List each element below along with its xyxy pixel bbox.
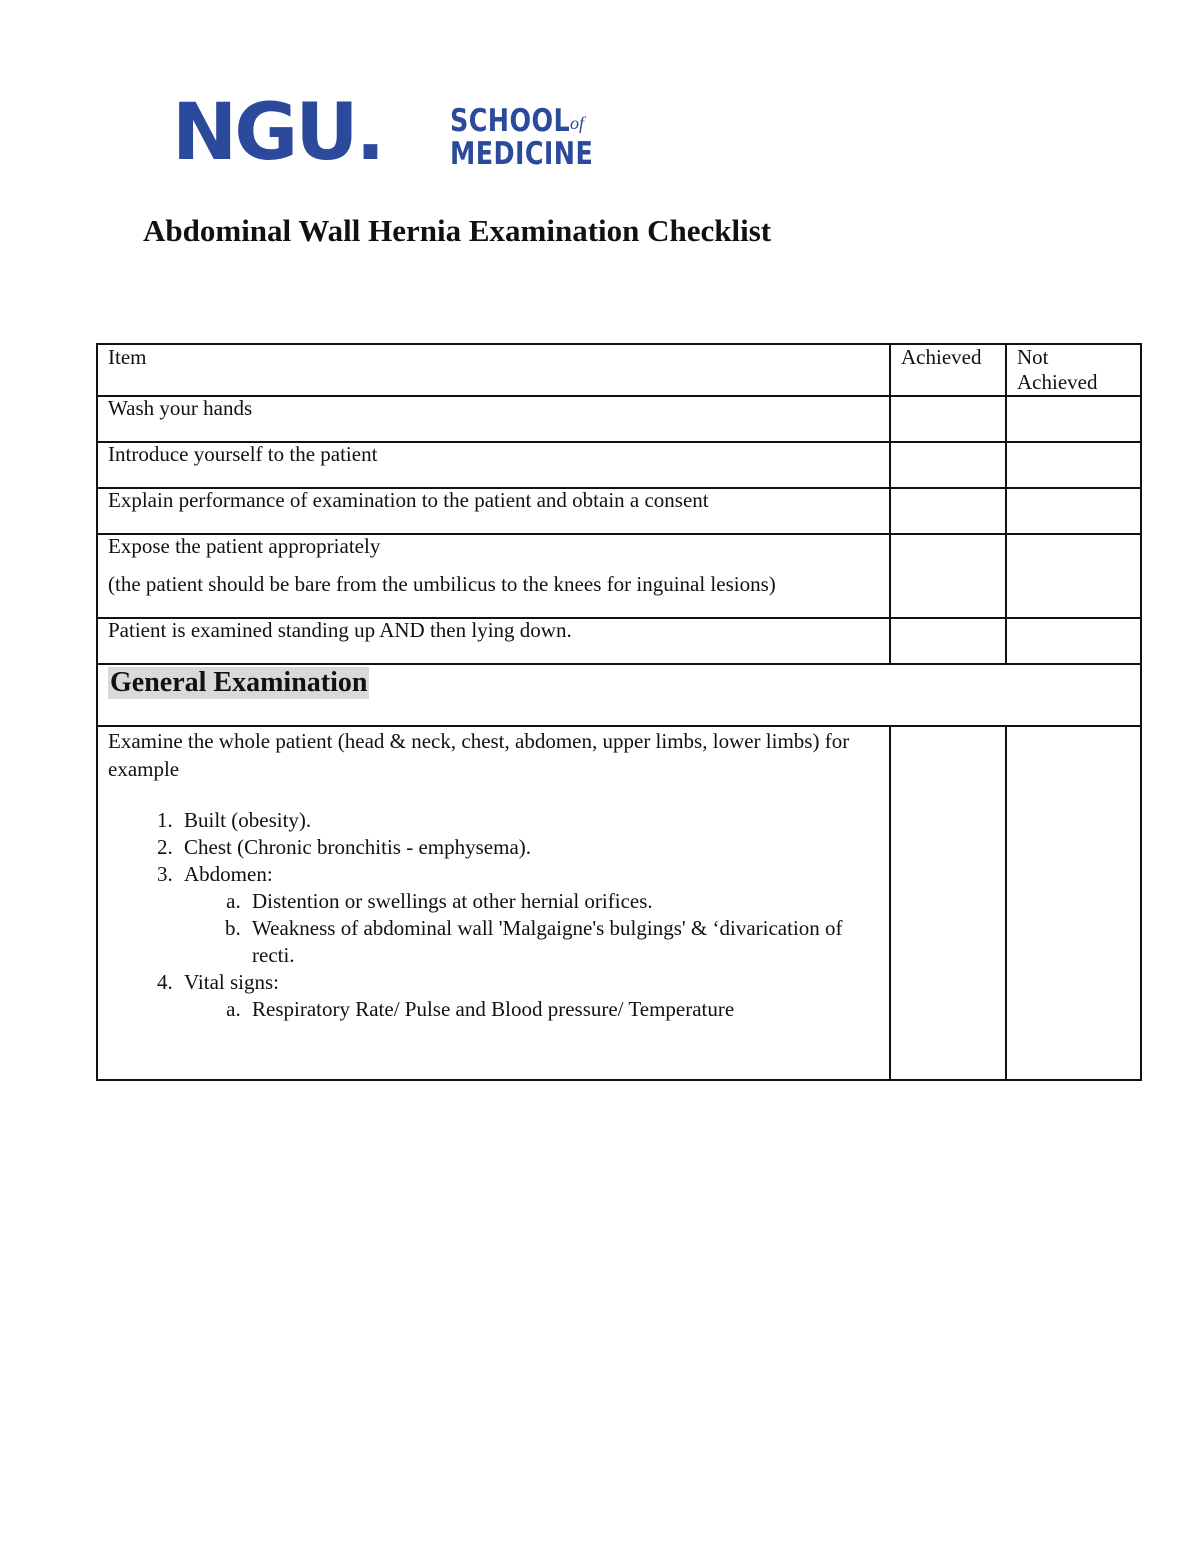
achieved-cell[interactable] — [890, 442, 1006, 488]
achieved-cell[interactable] — [890, 534, 1006, 618]
list-item-text: Chest (Chronic bronchitis - emphysema). — [184, 835, 532, 859]
not-achieved-cell[interactable] — [1006, 442, 1141, 488]
school-logo — [172, 88, 602, 178]
section-title: General Examination — [110, 667, 368, 698]
achieved-cell[interactable] — [890, 618, 1006, 664]
logo-school-of-medicine — [450, 103, 625, 172]
page-title: Abdominal Wall Hernia Examination Checklist — [143, 213, 772, 248]
item-cell — [97, 618, 890, 664]
item-text: Introduce yourself to the patient — [108, 442, 378, 466]
list-item-text: Abdomen: — [184, 862, 273, 886]
sub-list — [184, 996, 879, 1023]
item-cell — [97, 726, 890, 1080]
table-row — [97, 396, 1141, 442]
table-row — [97, 618, 1141, 664]
logo-ngu: NGU. — [172, 88, 383, 178]
sub-list — [184, 888, 879, 969]
item-cell — [97, 488, 890, 534]
sub-list-item — [246, 996, 879, 1023]
not-achieved-cell[interactable] — [1006, 534, 1141, 618]
sub-list-item — [246, 915, 879, 969]
not-achieved-cell[interactable] — [1006, 726, 1141, 1080]
item-cell — [97, 442, 890, 488]
table-row — [97, 534, 1141, 618]
list-item-text: Vital signs: — [184, 970, 279, 994]
item-text: Patient is examined standing up AND then lying down. — [108, 618, 572, 642]
header-item: Item — [97, 344, 890, 396]
achieved-cell[interactable] — [890, 488, 1006, 534]
list-item — [178, 807, 879, 834]
item-cell — [97, 534, 890, 618]
logo-school: SCHOOL — [450, 103, 571, 139]
item-text: Explain performance of examination to the patient and obtain a consent — [108, 488, 709, 512]
logo-of: of — [570, 113, 585, 133]
sub-list-item-text: Weakness of abdominal wall 'Malgaigne's bulgings' & ‘divarication of recti. — [252, 916, 843, 967]
not-achieved-cell[interactable] — [1006, 488, 1141, 534]
table-header-row — [97, 344, 1141, 396]
item-text: Wash your hands — [108, 396, 253, 420]
header-not-achieved: Not Achieved — [1006, 344, 1141, 396]
achieved-cell[interactable] — [890, 396, 1006, 442]
item-cell — [97, 396, 890, 442]
exam-intro: Examine the whole patient (head & neck, chest, abdomen, upper limbs, lower limbs) for example — [108, 729, 850, 781]
exam-list — [108, 807, 879, 1023]
list-item — [178, 861, 879, 969]
header-achieved: Achieved — [890, 344, 1006, 396]
sub-list-item-text: Respiratory Rate/ Pulse and Blood pressure/ Temperature — [252, 997, 735, 1021]
sub-list-item-text: Distention or swellings at other hernial orifices. — [252, 889, 653, 913]
section-row — [97, 664, 1141, 726]
list-item — [178, 969, 879, 1023]
item-text: Expose the patient appropriately — [108, 534, 381, 558]
not-achieved-cell[interactable] — [1006, 618, 1141, 664]
table-row — [97, 442, 1141, 488]
list-item-text: Built (obesity). — [184, 808, 312, 832]
not-achieved-cell[interactable] — [1006, 396, 1141, 442]
item-subtext: (the patient should be bare from the umbilicus to the knees for inguinal lesions) — [108, 572, 776, 597]
table-row — [97, 726, 1141, 1080]
table-row — [97, 488, 1141, 534]
section-cell — [97, 664, 1141, 726]
checklist-table — [96, 343, 1142, 1081]
sub-list-item — [246, 888, 879, 915]
achieved-cell[interactable] — [890, 726, 1006, 1080]
logo-medicine: MEDICINE — [450, 136, 594, 172]
list-item — [178, 834, 879, 861]
